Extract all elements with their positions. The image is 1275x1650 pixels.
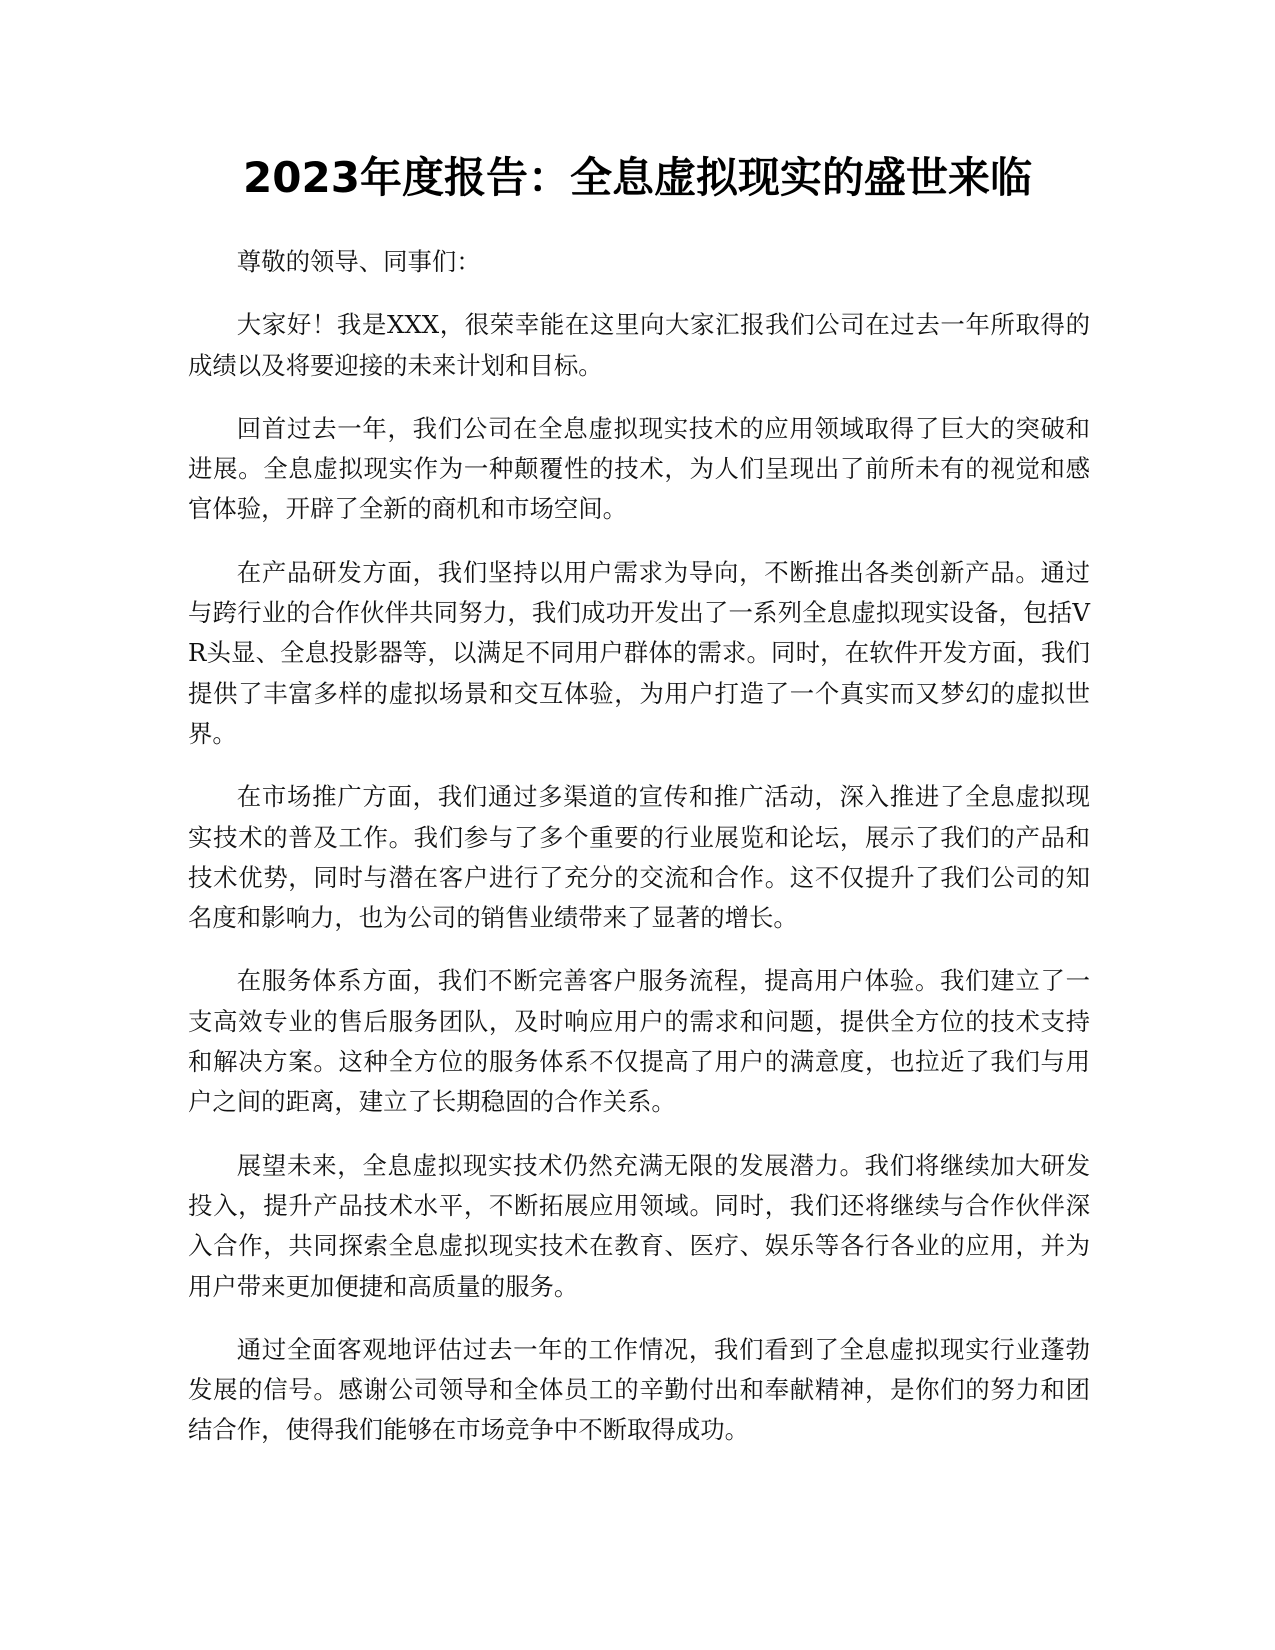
service-paragraph: 在服务体系方面，我们不断完善客户服务流程，提高用户体验。我们建立了一支高效专业的售后服务团队，及时响应用户的需求和问题，提供全方位的技术支持和解决方案。这种全方位的服务体系不仅提高了用户的满意度，也拉近了我们与用户之间的距离，建立了长期稳固的合作关系。	[188, 966, 1090, 1117]
product-rd-paragraph: 在产品研发方面，我们坚持以用户需求为导向，不断推出各类创新产品。通过与跨行业的合作伙伴共同努力，我们成功开发出了一系列全息虚拟现实设备，包括VR头显、全息投影器等，以满足不同用户群体的需求。同时，在软件开发方面，我们提供了丰富多样的虚拟场景和交互体验，为用户打造了一个真实而又梦幻的虚拟世界。	[188, 557, 1090, 748]
closing-paragraph: 通过全面客观地评估过去一年的工作情况，我们看到了全息虚拟现实行业蓬勃发展的信号。感谢公司领导和全体员工的辛勤付出和奉献精神，是你们的努力和团结合作，使得我们能够在市场竞争中不断取得成功。	[188, 1334, 1090, 1445]
document-body	[188, 242, 1090, 1474]
marketing-paragraph: 在市场推广方面，我们通过多渠道的宣传和推广活动，深入推进了全息虚拟现实技术的普及工作。我们参与了多个重要的行业展览和论坛，展示了我们的产品和技术优势，同时与潜在客户进行了充分的交流和合作。这不仅提升了我们公司的知名度和影响力，也为公司的销售业绩带来了显著的增长。	[188, 782, 1090, 933]
document-title: 2023年度报告：全息虚拟现实的盛世来临	[243, 153, 1032, 202]
review-paragraph: 回首过去一年，我们公司在全息虚拟现实技术的应用领域取得了巨大的突破和进展。全息虚拟现实作为一种颠覆性的技术，为人们呈现出了前所未有的视觉和感官体验，开辟了全新的商机和市场空间。	[188, 413, 1090, 524]
outlook-paragraph: 展望未来，全息虚拟现实技术仍然充满无限的发展潜力。我们将继续加大研发投入，提升产品技术水平，不断拓展应用领域。同时，我们还将继续与合作伙伴深入合作，共同探索全息虚拟现实技术在教育、医疗、娱乐等各行各业的应用，并为用户带来更加便捷和高质量的服务。	[188, 1150, 1090, 1301]
salutation-paragraph: 尊敬的领导、同事们：	[236, 247, 481, 276]
intro-paragraph: 大家好！我是XXX，很荣幸能在这里向大家汇报我们公司在过去一年所取得的成绩以及将要迎接的未来计划和目标。	[188, 310, 1090, 380]
